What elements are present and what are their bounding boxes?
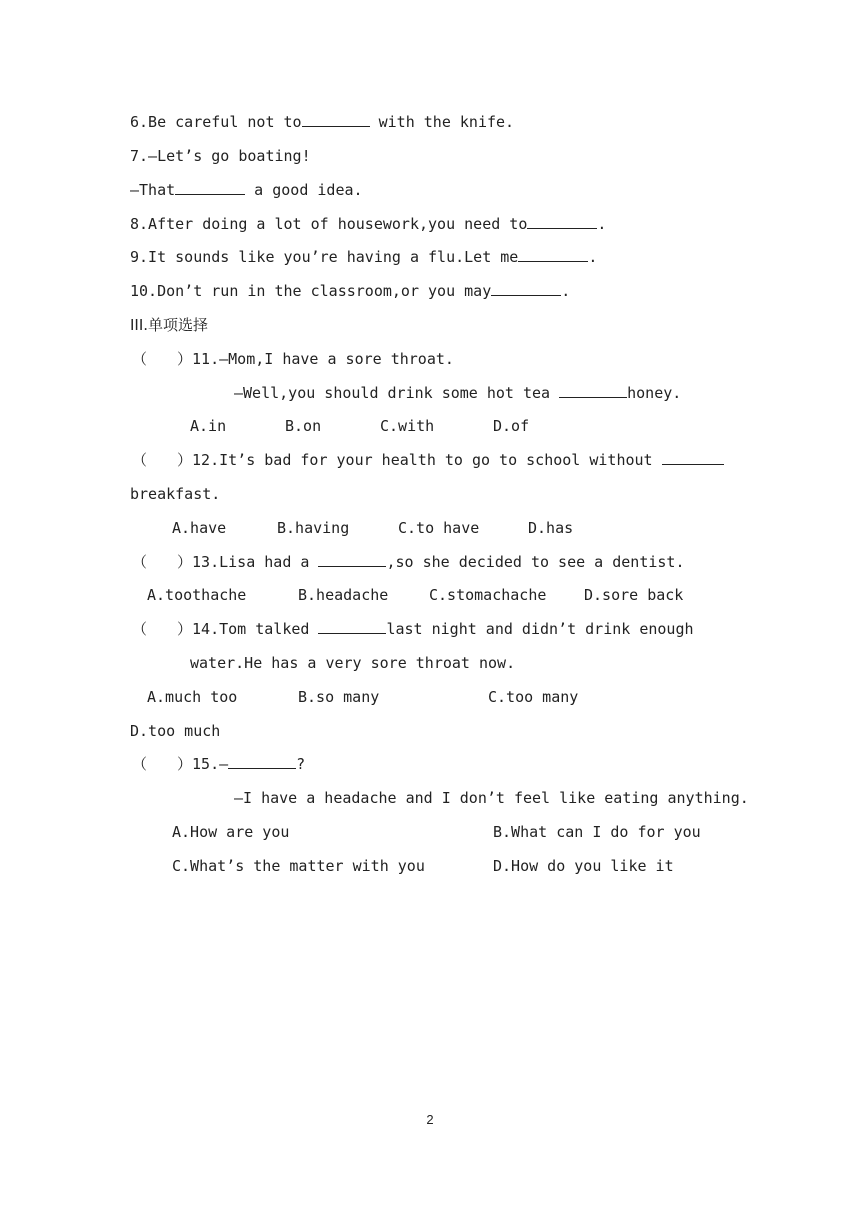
option-d: D.How do you like it <box>493 857 674 875</box>
question-15-reply: —I have a headache and I don’t feel like eating anything. <box>234 789 749 807</box>
question-9 <box>130 247 597 267</box>
answer-blank[interactable] <box>527 214 597 229</box>
answer-paren[interactable]: （ ） <box>132 620 193 638</box>
option-d: D.sore back <box>584 586 684 604</box>
question-9-tail: . <box>588 248 598 266</box>
question-10 <box>130 281 570 301</box>
question-11-reply-tail: honey. <box>627 384 682 402</box>
question-7-reply-text: —That <box>130 181 176 199</box>
option-d: D.has <box>528 519 574 537</box>
answer-paren[interactable]: （ ） <box>132 451 193 469</box>
question-10-text: 10.Don’t run in the classroom,or you may <box>130 282 492 300</box>
answer-paren[interactable]: （ ） <box>132 755 193 773</box>
question-13-stem: 13.Lisa had a <box>192 553 319 571</box>
question-6-tail: with the knife. <box>369 113 515 131</box>
answer-blank[interactable] <box>318 619 386 634</box>
answer-blank[interactable] <box>175 180 245 195</box>
option-d: D.of <box>493 417 530 435</box>
option-b: B.having <box>277 519 350 537</box>
question-14-cont: water.He has a very sore throat now. <box>190 654 516 672</box>
answer-paren[interactable]: （ ） <box>132 553 193 571</box>
question-14-tail: last night and didn’t drink enough <box>386 620 694 638</box>
answer-blank[interactable] <box>662 450 724 465</box>
option-a: A.in <box>190 417 227 435</box>
option-b: B.on <box>285 417 322 435</box>
question-15 <box>132 754 305 774</box>
answer-blank[interactable] <box>318 552 386 567</box>
question-8-text: 8.After doing a lot of housework,you need to <box>130 215 528 233</box>
answer-paren[interactable]: （ ） <box>132 350 193 368</box>
question-15-tail: ? <box>296 755 306 773</box>
option-d: D.too much <box>130 722 221 740</box>
question-11-stem: 11.—Mom,I have a sore throat. <box>192 350 454 368</box>
answer-blank[interactable] <box>518 247 588 262</box>
question-11-reply-text: —Well,you should drink some hot tea <box>234 384 560 402</box>
answer-blank[interactable] <box>302 112 370 127</box>
page-number: 2 <box>426 1112 434 1127</box>
question-15-stem: 15.— <box>192 755 229 773</box>
option-a: A.much too <box>147 688 238 706</box>
question-6-text: 6.Be careful not to <box>130 113 302 131</box>
option-b: B.What can I do for you <box>493 823 701 841</box>
option-c: C.to have <box>398 519 480 537</box>
question-9-text: 9.It sounds like you’re having a flu.Let me <box>130 248 519 266</box>
question-7-reply-tail: a good idea. <box>245 181 363 199</box>
question-13-tail: ,so she decided to see a dentist. <box>386 553 685 571</box>
option-b: B.headache <box>298 586 389 604</box>
answer-blank[interactable] <box>228 754 296 769</box>
option-c: C.with <box>380 417 435 435</box>
question-14 <box>132 619 694 639</box>
option-c: C.too many <box>488 688 579 706</box>
option-c: C.stomachache <box>429 586 547 604</box>
question-8 <box>130 214 606 234</box>
question-7-prompt: 7.—Let’s go boating! <box>130 147 311 165</box>
option-a: A.How are you <box>172 823 290 841</box>
question-8-tail: . <box>597 215 607 233</box>
question-7-reply <box>130 180 363 200</box>
question-11-reply <box>234 383 681 403</box>
question-13 <box>132 552 684 572</box>
option-b: B.so many <box>298 688 380 706</box>
question-12-cont: breakfast. <box>130 485 221 503</box>
question-11 <box>132 349 454 369</box>
question-10-tail: . <box>561 282 571 300</box>
answer-blank[interactable] <box>491 281 561 296</box>
question-12 <box>132 450 724 470</box>
question-14-stem: 14.Tom talked <box>192 620 319 638</box>
option-a: A.have <box>172 519 227 537</box>
section-title: III.单项选择 <box>130 316 209 334</box>
option-a: A.toothache <box>147 586 247 604</box>
question-6 <box>130 112 514 132</box>
question-12-stem: 12.It’s bad for your health to go to school without <box>192 451 662 469</box>
answer-blank[interactable] <box>559 383 627 398</box>
option-c: C.What’s the matter with you <box>172 857 425 875</box>
